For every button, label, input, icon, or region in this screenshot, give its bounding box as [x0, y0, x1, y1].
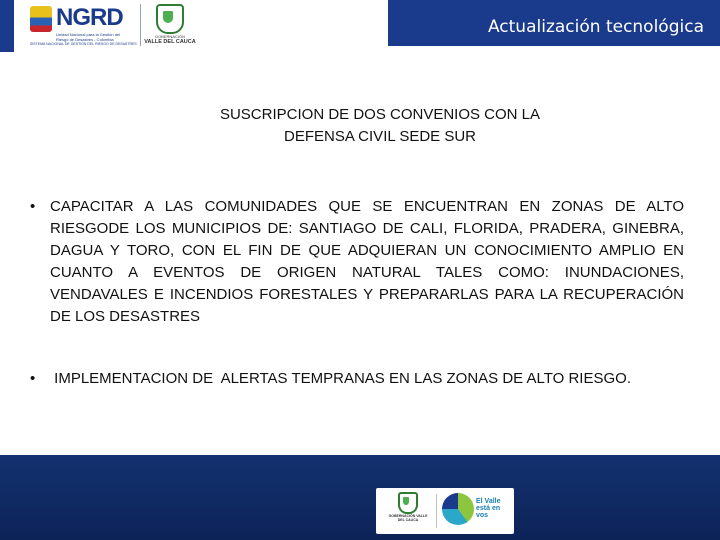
bullet-text: CAPACITAR A LAS COMUNIDADES QUE SE ENCUENTRAN EN ZONAS DE ALTO RIESGODE LOS MUNICIPIOS DE: SANTIAGO DE CALI, FLORIDA, PRADERA, GINEBRA, DAGUA Y TORO, CON EL FIN DE QUE ADQUIERAN UN CONOCIMIENTO AMPLIO EN CUANTO A EVENTOS DE ORIGEN NATURAL TALES COMO: INUNDACIONES, VENDAVALES E INCENDIOS FORESTALES Y PREPARARLAS PARA LA RECUPERACIÓN DE LOS DESASTRES	[50, 198, 684, 325]
footer-gobernacion-logo	[388, 492, 428, 522]
ngrd-subtitle: Unidad Nacional para la Gestión del Riesgo de Desastres - Colombia	[56, 32, 121, 42]
valle-slogan	[476, 498, 501, 519]
footer-gobernacion-text: GOBERNACIÓN VALLE DEL CAUCA	[388, 514, 428, 522]
bullet-item	[30, 368, 684, 390]
ngrd-wordmark: NGRD	[56, 4, 123, 31]
footer-divider	[436, 494, 437, 528]
bullet-marker: •	[30, 198, 36, 215]
slide-heading-line2: DEFENSA CIVIL SEDE SUR	[284, 128, 476, 145]
bullet-marker: •	[30, 370, 36, 387]
valle-slogan-line2: está en	[476, 505, 501, 512]
valle-esta-en-vos-logo	[442, 490, 512, 532]
slide-heading	[120, 104, 640, 148]
slide-heading-line1: SUSCRIPCION DE DOS CONVENIOS CON LA	[219, 106, 541, 123]
valle-circle-icon	[442, 493, 474, 525]
gobernacion-logo	[144, 2, 196, 48]
footer-shield-icon	[398, 492, 418, 514]
header-accent-bar	[0, 0, 14, 52]
bullet-text: IMPLEMENTACION DE ALERTAS TEMPRANAS EN LAS ZONAS DE ALTO RIESGO.	[50, 370, 631, 387]
bullet-list	[30, 196, 684, 390]
footer-logos	[376, 488, 514, 534]
footer-band	[0, 455, 720, 540]
valle-slogan-line3: vos	[476, 512, 489, 519]
gobernacion-line1: GOBERNACIÓN	[154, 34, 185, 39]
valle-slogan-line1: El Valle	[476, 498, 501, 505]
ngrd-footer-text: SISTEMA NACIONAL DE GESTIÓN DEL RIESGO DE DESASTRES	[30, 42, 137, 46]
gobernacion-shield-icon	[156, 4, 184, 34]
ngrd-emblem-icon	[30, 6, 52, 32]
header-divider	[140, 4, 141, 46]
header	[0, 0, 720, 52]
title-bar	[388, 0, 720, 46]
page-title: Actualización tecnológica	[487, 17, 704, 37]
bullet-item	[30, 196, 684, 328]
gobernacion-line2: VALLE DEL CAUCA	[144, 39, 196, 45]
ngrd-logo	[26, 2, 137, 48]
